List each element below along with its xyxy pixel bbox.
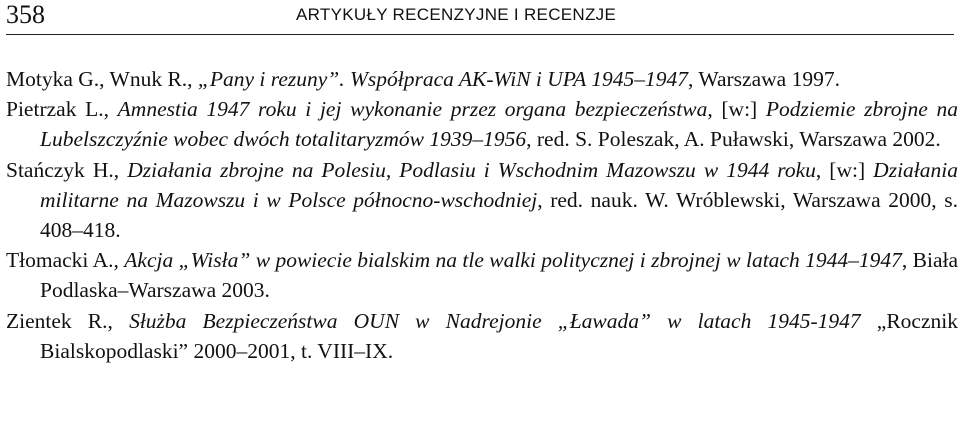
bibliography-entry xyxy=(6,155,958,246)
entry-author: Stańczyk H. xyxy=(6,157,114,182)
entry-author: Motyka G., Wnuk R. xyxy=(6,67,188,91)
page-header xyxy=(6,0,954,35)
entry-in-marker: , [w:] xyxy=(707,97,766,122)
page-number: 358 xyxy=(6,0,45,29)
running-head: ARTYKUŁY RECENZYJNE I RECENZJE xyxy=(296,5,617,24)
entry-title: „Pany i rezuny”. Współpraca AK-WiN i UPA 1945–1947 xyxy=(197,67,689,91)
entry-separator: , xyxy=(187,67,198,91)
entry-author: Tłomacki A. xyxy=(6,248,114,273)
entry-author: Pietrzak L. xyxy=(6,97,104,122)
entry-in-marker: , [w:] xyxy=(815,157,874,182)
entry-separator: , xyxy=(113,157,128,182)
entry-publication: , Biała Podlaska–Warszawa 2003. xyxy=(40,248,959,303)
entry-publication: , red. S. Poleszak, A. Puławski, Warszawa 2002. xyxy=(526,127,941,152)
entry-separator: , xyxy=(103,97,118,122)
entry-publication: „Rocznik Bialskopodlaski” 2000–2001, t. VIII–IX. xyxy=(40,308,958,363)
bibliography-entry xyxy=(6,245,958,305)
entry-title: Działania zbrojne na Polesiu, Podlasiu i Wschodnim Mazowszu w 1944 roku xyxy=(127,157,816,182)
entry-title: Akcja „Wisła” w powiecie bialskim na tle walki politycznej i zbrojnej w latach 1944–1947 xyxy=(124,248,902,273)
bibliography-entry xyxy=(6,94,958,154)
entry-title: Służba Bezpieczeństwa OUN w Nadrejonie „Ławada” w latach 1945-1947 xyxy=(129,308,861,333)
entry-author: Zientek R. xyxy=(6,308,108,333)
bibliography-list xyxy=(6,64,958,366)
bibliography-entry xyxy=(6,306,958,366)
entry-volume-title: Podziemie zbrojne na Lubelszczyźnie wobec dwóch totalitaryzmów 1939–1956 xyxy=(40,97,958,152)
entry-publication: , Warszawa 1997. xyxy=(688,67,840,91)
entry-publication: , red. nauk. W. Wróblewski, Warszawa 2000, s. 408–418. xyxy=(40,187,958,243)
entry-volume-title: Działania militarne na Mazowszu i w Polsce północno-wschodniej xyxy=(40,157,958,212)
entry-separator: , xyxy=(113,248,125,273)
entry-separator: , xyxy=(107,308,130,333)
entry-title: Amnestia 1947 roku i jej wykonanie przez organa bezpieczeństwa xyxy=(117,97,708,122)
bibliography-entry xyxy=(6,64,958,94)
